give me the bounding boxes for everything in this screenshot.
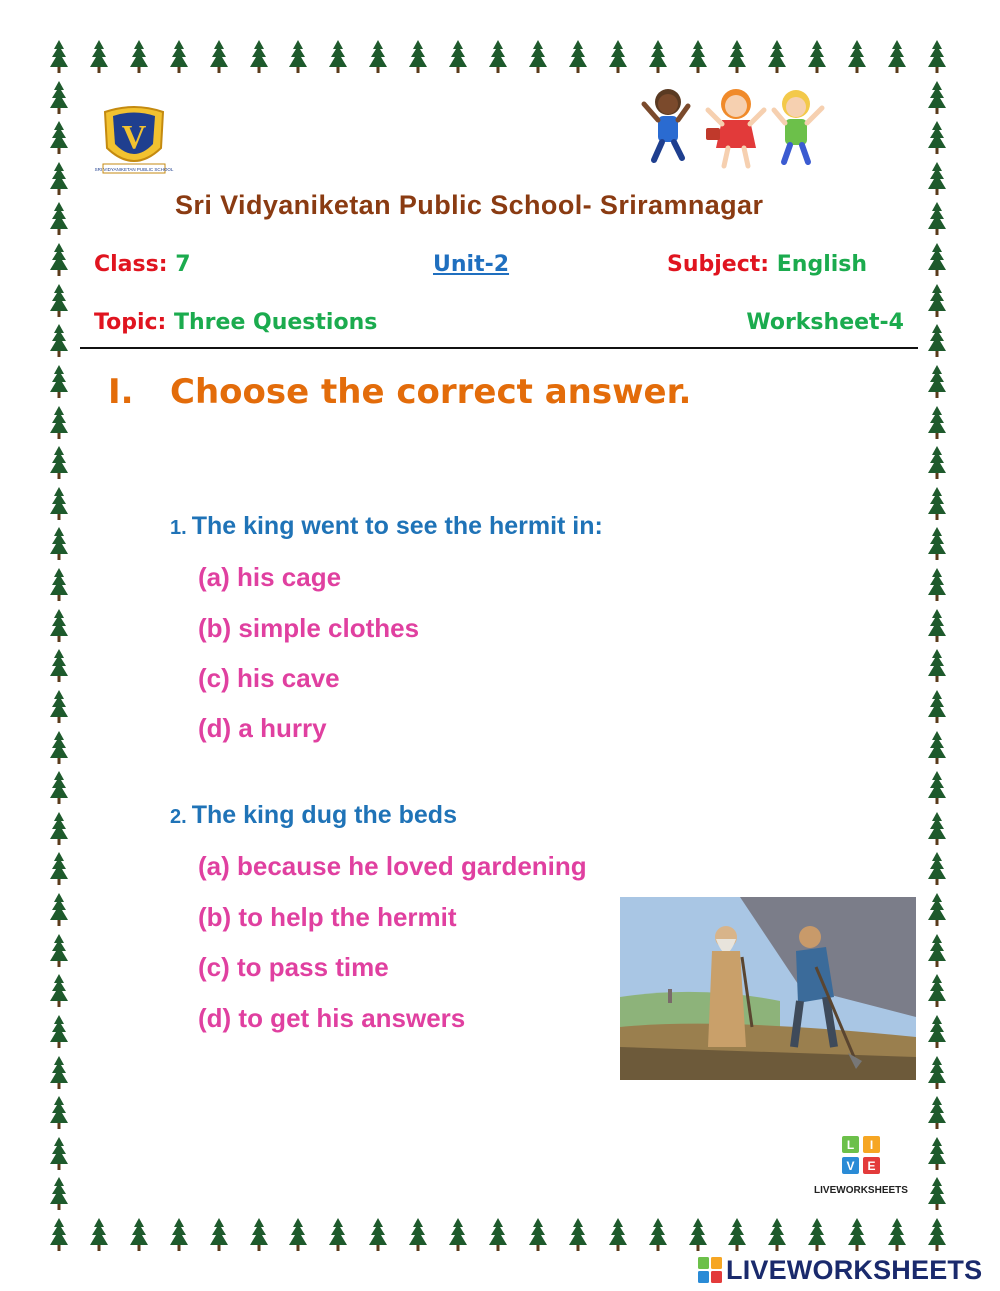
topic-value: Three Questions — [174, 310, 378, 335]
tree-border-icon — [808, 40, 826, 74]
tree-border-icon — [928, 1096, 946, 1130]
tree-border-icon — [170, 1218, 188, 1252]
tree-border-icon — [649, 1218, 667, 1252]
tree-border-icon — [210, 1218, 228, 1252]
tree-border-icon — [50, 487, 68, 521]
tree-border-icon — [728, 1218, 746, 1252]
class-label: Class: — [94, 252, 168, 277]
school-logo — [94, 104, 174, 176]
tree-border-icon — [50, 568, 68, 602]
subject-label: Subject: — [667, 252, 770, 277]
subject-info — [667, 252, 867, 277]
tree-border-icon — [50, 1218, 68, 1252]
tree-border-icon — [649, 40, 667, 74]
header-divider — [80, 347, 918, 349]
tree-border-icon — [928, 162, 946, 196]
question-1 — [170, 512, 603, 541]
tree-border-icon — [130, 1218, 148, 1252]
unit-link[interactable]: Unit-2 — [433, 252, 510, 277]
king-hermit-illustration — [620, 897, 916, 1080]
footer-brand-text: LIVEWORKSHEETS — [726, 1254, 983, 1285]
tree-border-icon — [50, 690, 68, 724]
tree-border-icon — [848, 1218, 866, 1252]
tree-border-icon — [50, 446, 68, 480]
tree-border-icon — [50, 974, 68, 1008]
tree-border-icon — [928, 852, 946, 886]
tree-border-icon — [50, 934, 68, 968]
tree-border-icon — [50, 121, 68, 155]
tree-border-icon — [50, 162, 68, 196]
tree-border-icon — [50, 202, 68, 236]
tree-border-icon — [768, 1218, 786, 1252]
tree-border-icon — [50, 365, 68, 399]
tree-border-icon — [130, 40, 148, 74]
tree-border-icon — [50, 893, 68, 927]
tree-border-icon — [888, 1218, 906, 1252]
tree-border-icon — [170, 40, 188, 74]
tree-border-icon — [50, 731, 68, 765]
option-1b[interactable]: (b) simple clothes — [198, 613, 420, 643]
tree-border-icon — [928, 1056, 946, 1090]
tree-border-icon — [289, 40, 307, 74]
tree-border-icon — [848, 40, 866, 74]
tree-border-icon — [289, 1218, 307, 1252]
tree-border-icon — [369, 1218, 387, 1252]
tree-border-icon — [888, 40, 906, 74]
class-value: 7 — [175, 252, 191, 277]
tree-border-icon — [50, 852, 68, 886]
tree-border-icon — [928, 1015, 946, 1049]
badge-letter-i: I — [869, 1138, 874, 1152]
tree-border-icon — [250, 40, 268, 74]
option-1c[interactable]: (c) his cave — [198, 663, 340, 693]
tree-border-icon — [569, 40, 587, 74]
tree-border-icon — [689, 40, 707, 74]
tree-border-icon — [928, 771, 946, 805]
tree-border-icon — [50, 243, 68, 277]
tree-border-icon — [529, 1218, 547, 1252]
tree-border-icon — [928, 324, 946, 358]
tree-border-icon — [928, 893, 946, 927]
logo-letter: V — [121, 119, 147, 156]
tree-border-icon — [449, 40, 467, 74]
tree-border-icon — [50, 812, 68, 846]
option-1d[interactable]: (d) a hurry — [198, 713, 327, 743]
question-text: The king dug the beds — [191, 801, 457, 829]
section-heading — [108, 372, 691, 412]
question-number: 2. — [170, 806, 187, 828]
tree-border-icon — [50, 284, 68, 318]
question-number: 1. — [170, 517, 187, 539]
class-info — [94, 252, 191, 277]
tree-border-icon — [928, 81, 946, 115]
section-number: I. — [108, 372, 134, 412]
tree-border-icon — [529, 40, 547, 74]
tree-border-icon — [90, 1218, 108, 1252]
question-text: The king went to see the hermit in: — [191, 512, 603, 540]
school-name: Sri Vidyaniketan Public School- Sriramnagar — [175, 190, 764, 220]
option-2a[interactable]: (a) because he loved gardening — [198, 851, 587, 881]
tree-border-icon — [928, 974, 946, 1008]
tree-border-icon — [928, 649, 946, 683]
tree-border-icon — [928, 1218, 946, 1252]
tree-border-icon — [609, 1218, 627, 1252]
tree-border-icon — [50, 1015, 68, 1049]
topic-info — [94, 310, 377, 335]
kids-illustration — [636, 84, 836, 174]
tree-border-icon — [50, 324, 68, 358]
tree-border-icon — [768, 40, 786, 74]
tree-border-icon — [928, 243, 946, 277]
tree-border-icon — [928, 40, 946, 74]
tree-border-icon — [210, 40, 228, 74]
tree-border-icon — [50, 649, 68, 683]
tree-border-icon — [250, 1218, 268, 1252]
tree-border-icon — [808, 1218, 826, 1252]
option-1a[interactable]: (a) his cage — [198, 562, 342, 592]
tree-border-icon — [609, 40, 627, 74]
worksheet-number: Worksheet-4 — [746, 310, 904, 335]
tree-border-icon — [50, 771, 68, 805]
tree-border-icon — [489, 1218, 507, 1252]
logo-caption: SRI VIDYANIKETAN PUBLIC SCHOOL — [94, 167, 174, 172]
tree-border-icon — [928, 609, 946, 643]
tree-border-icon — [329, 40, 347, 74]
tree-border-icon — [928, 731, 946, 765]
liveworksheets-label: LIVEWORKSHEETS — [814, 1185, 908, 1196]
tree-border-icon — [928, 487, 946, 521]
tree-border-icon — [928, 121, 946, 155]
tree-border-icon — [50, 1096, 68, 1130]
tree-border-icon — [928, 568, 946, 602]
tree-border-icon — [409, 40, 427, 74]
badge-letter-l: L — [846, 1138, 855, 1152]
tree-border-icon — [50, 406, 68, 440]
tree-border-icon — [928, 1177, 946, 1211]
tree-border-icon — [50, 527, 68, 561]
tree-border-icon — [928, 1137, 946, 1171]
tree-border-icon — [928, 812, 946, 846]
tree-border-icon — [928, 406, 946, 440]
tree-border-icon — [50, 81, 68, 115]
tree-border-icon — [928, 365, 946, 399]
tree-border-icon — [928, 446, 946, 480]
tree-border-icon — [928, 934, 946, 968]
badge-letter-e: E — [867, 1159, 876, 1173]
tree-border-icon — [50, 1056, 68, 1090]
tree-border-icon — [728, 40, 746, 74]
badge-letter-v: V — [846, 1159, 855, 1173]
tree-border-icon — [90, 40, 108, 74]
tree-border-icon — [50, 1137, 68, 1171]
tree-border-icon — [50, 609, 68, 643]
footer-brand-icon — [698, 1257, 722, 1283]
tree-border-icon — [329, 1218, 347, 1252]
tree-border-icon — [409, 1218, 427, 1252]
tree-border-icon — [50, 40, 68, 74]
tree-border-icon — [50, 1177, 68, 1211]
footer-brand[interactable] — [698, 1254, 982, 1286]
tree-border-icon — [928, 284, 946, 318]
question-2 — [170, 801, 457, 830]
option-2d[interactable]: (d) to get his answers — [198, 1003, 466, 1033]
section-title: Choose the correct answer. — [170, 372, 692, 412]
subject-value: English — [776, 252, 868, 277]
tree-border-icon — [928, 202, 946, 236]
option-2b[interactable]: (b) to help the hermit — [198, 902, 457, 932]
tree-border-icon — [569, 1218, 587, 1252]
tree-border-icon — [928, 527, 946, 561]
topic-label: Topic: — [94, 310, 167, 335]
tree-border-icon — [689, 1218, 707, 1252]
tree-border-icon — [489, 40, 507, 74]
tree-border-icon — [369, 40, 387, 74]
tree-border-icon — [928, 690, 946, 724]
tree-border-icon — [449, 1218, 467, 1252]
option-2c[interactable]: (c) to pass time — [198, 952, 389, 982]
